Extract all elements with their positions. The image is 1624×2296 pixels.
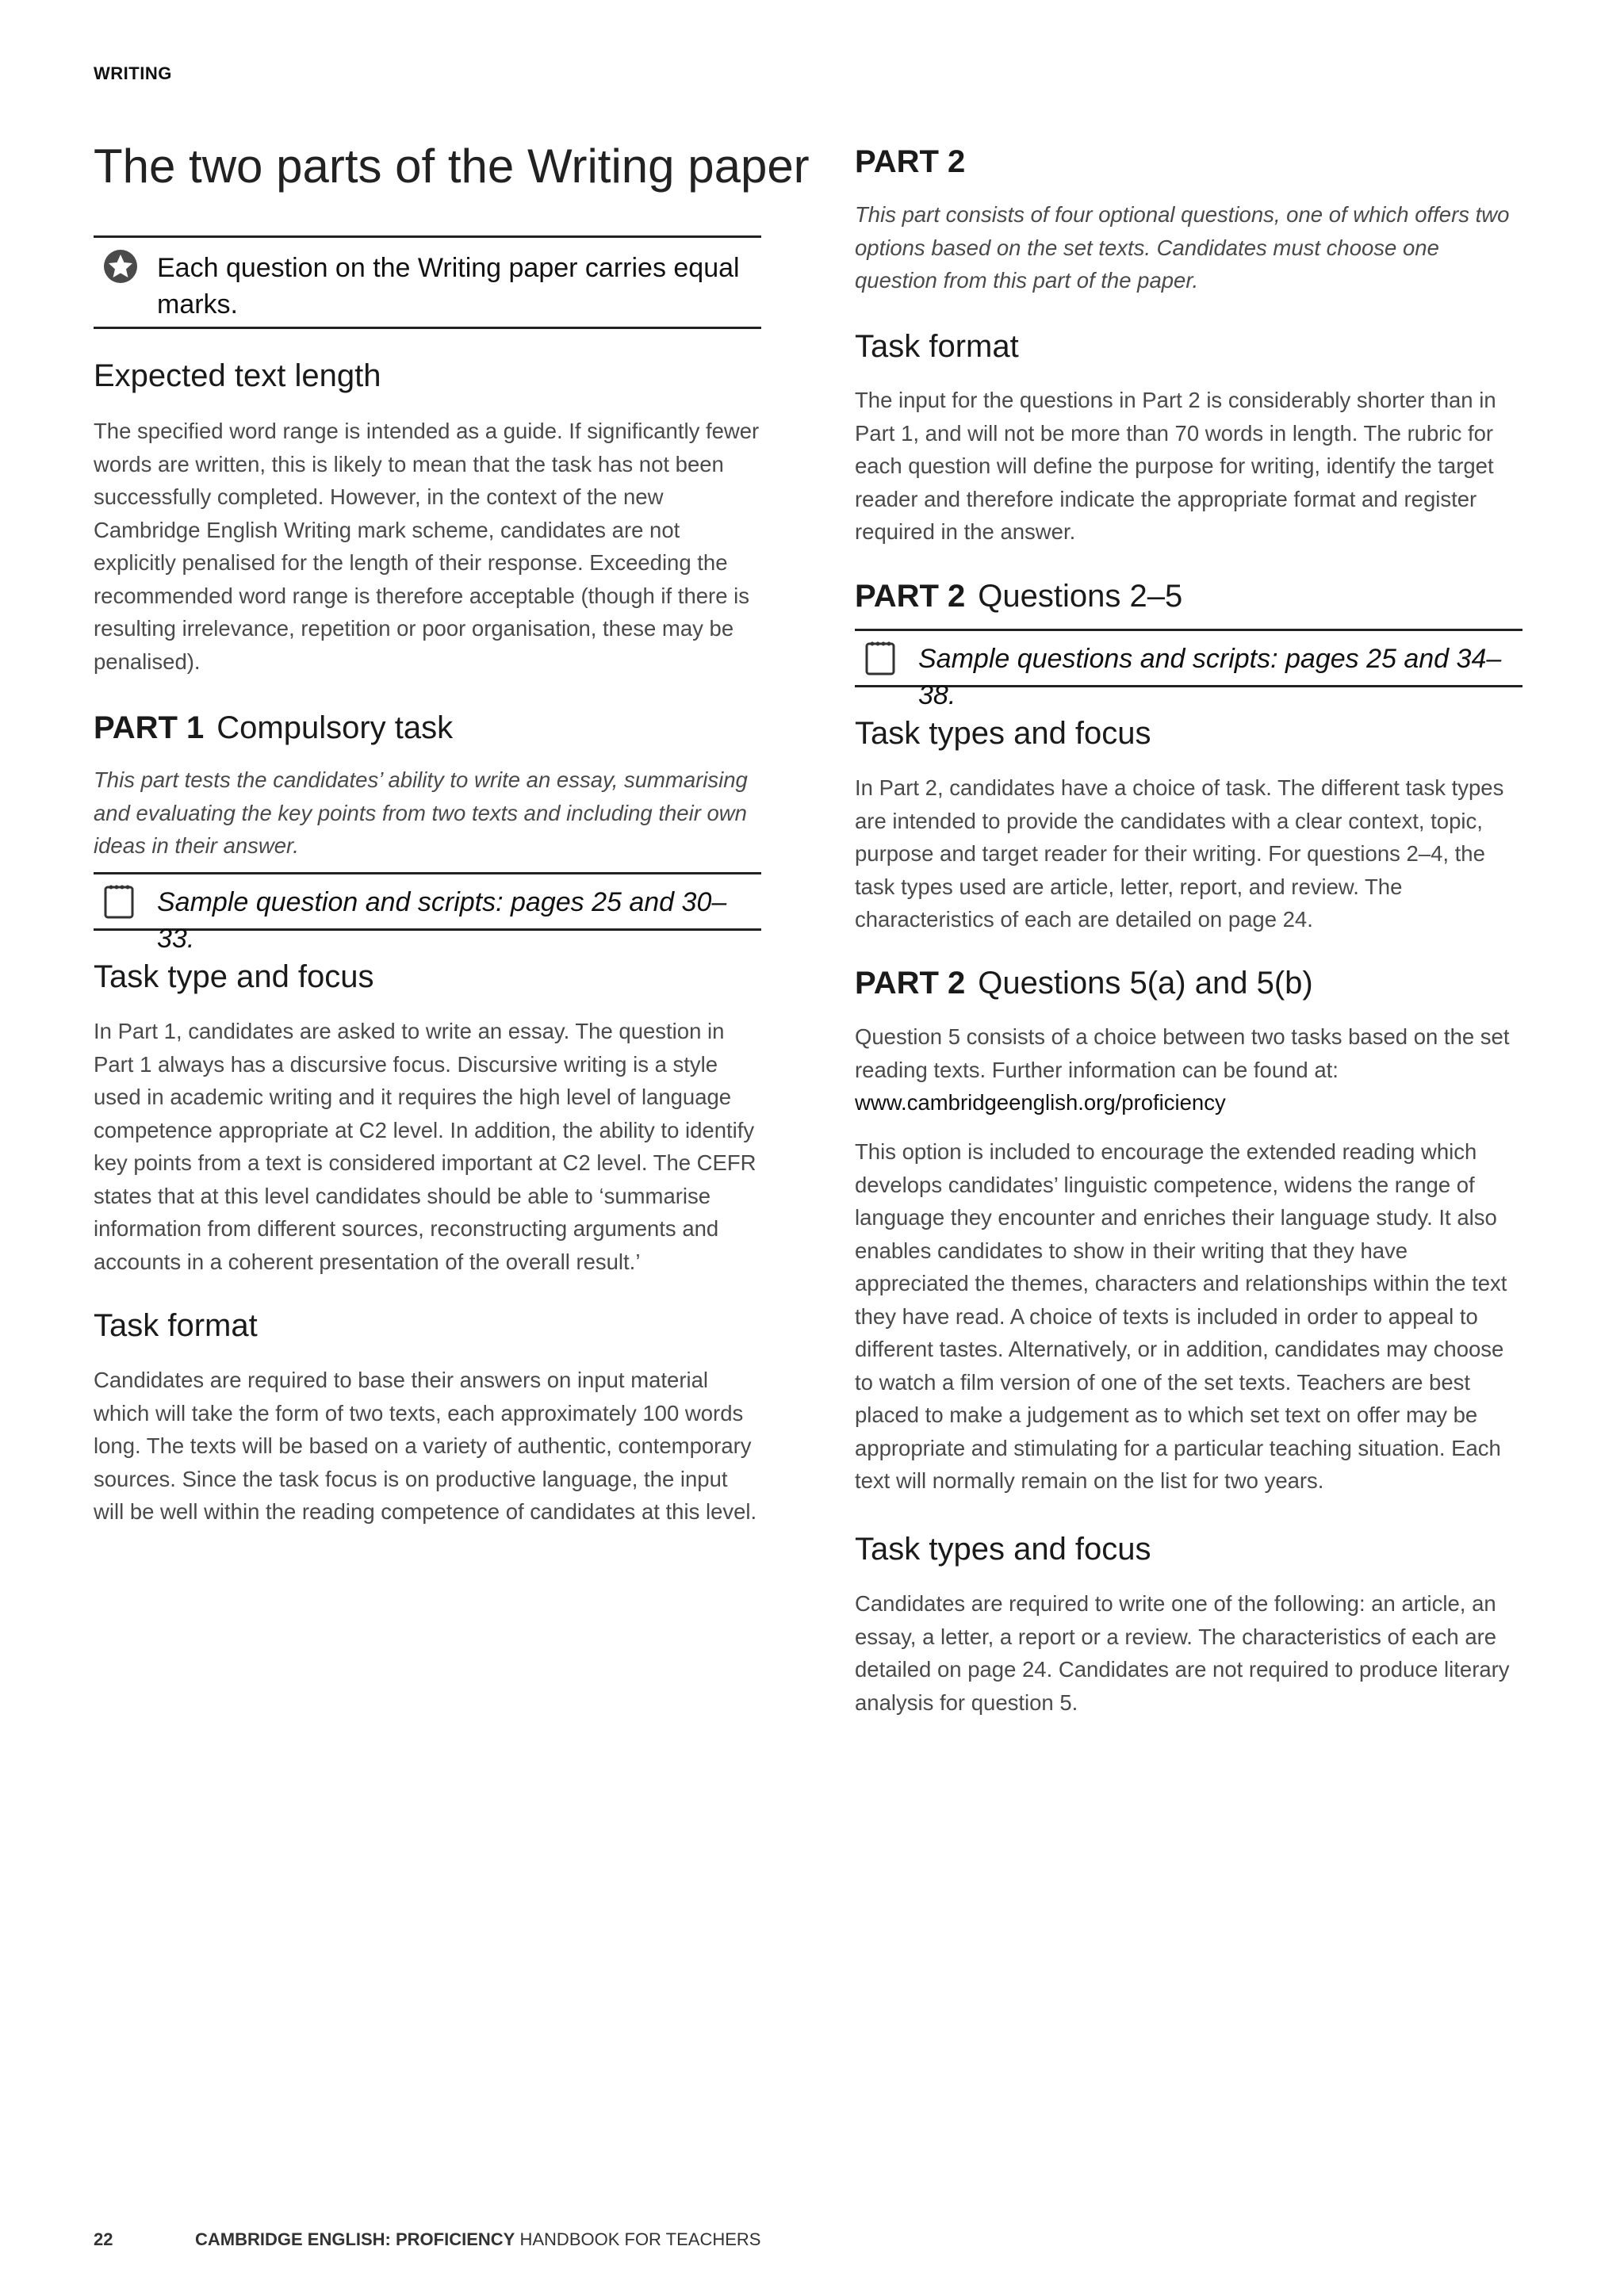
part2-sample-box xyxy=(855,629,1522,710)
task-format-heading-right: Task format xyxy=(855,329,1019,364)
page-number: 22 xyxy=(94,2229,113,2249)
question-5-text-2: This option is included to encourage the extended reading which develops candidates’ linguistic competence, widens the range of language they encounter and enriches their language study. It also enables candidates to show in their writing that they have appreciated the themes, characters and relationships within the text they have read. A choice of texts is included in order to appeal to different tastes. Alternatively, or in addition, candidates may choose to watch a film version of one of the set texts. Teachers are best placed to make a judgement as to which set text on offer may be appropriate and stimulating for a particular teaching situation. Each text will normally remain on the list for two years. xyxy=(855,1139,1507,1493)
questions-2-5-heading xyxy=(855,579,1182,614)
task-types-text-2: Candidates are required to write one of the following: an article, an essay, a letter, a report or a review. The characteristics of each are detailed on page 24. Candidates are not required to produce literary analysis for question 5. xyxy=(855,1591,1510,1715)
questions-5-heading xyxy=(855,966,1313,1001)
task-types-heading-1: Task types and focus xyxy=(855,716,1151,751)
questions-2-5-label: PART 2 xyxy=(855,579,966,614)
expected-length-text: The specified word range is intended as a guide. If significantly fewer words are written, this is likely to mean that the task has not been successfully completed. However, in the context of the new Cambridge English Writing mark scheme, candidates are not explicitly penalised for the length of their response. Exceeding the recommended word range is therefore acceptable (though if there is resulting irrelevance, repetition or poor organisation, these may be penalised). xyxy=(94,419,760,674)
part1-sample-box xyxy=(94,872,761,954)
notepad-icon xyxy=(103,882,135,920)
task-type-heading: Task type and focus xyxy=(94,959,374,994)
task-types-text-1: In Part 2, candidates have a choice of task. The different task types are intended to provide the candidates with a clear context, topic, purpose and target reader for their writing. For questions 2–4, the task types used are article, letter, report, and review. The characteristics of each are detailed on page 24. xyxy=(855,775,1504,932)
part2-sample-text: Sample questions and scripts: pages 25 and 34–38. xyxy=(918,644,1502,710)
part2-intro: This part consists of four optional questions, one of which offers two options based on the set texts. Candidates must choose one question from this part of the paper. xyxy=(855,202,1510,293)
equal-marks-notice xyxy=(94,235,761,329)
notice-text: Each question on the Writing paper carries equal marks. xyxy=(157,253,740,320)
page-title: The two parts of the Writing paper xyxy=(94,140,810,193)
proficiency-link[interactable]: www.cambridgeenglish.org/proficiency xyxy=(855,1090,1226,1115)
question-5-description: Question 5 consists of a choice between two tasks based on the set reading texts. Further information can be found at: xyxy=(855,1024,1510,1082)
task-format-text-right: The input for the questions in Part 2 is considerably shorter than in Part 1, and will not be more than 70 words in length. The rubric for each question will define the purpose for writing, identify the target reader and therefore indicate the appropriate format and register required in the answer. xyxy=(855,388,1496,544)
footer-subtitle: HANDBOOK FOR TEACHERS xyxy=(519,2229,761,2249)
notepad-icon xyxy=(864,639,896,677)
question-5-text xyxy=(855,1020,1522,1119)
page-footer xyxy=(94,2229,760,2250)
task-format-heading-left: Task format xyxy=(94,1308,258,1343)
part1-intro: This part tests the candidates’ ability to write an essay, summarising and evaluating the key points from two texts and including their own ideas in their answer. xyxy=(94,767,748,858)
footer-brand: CAMBRIDGE ENGLISH: PROFICIENCY xyxy=(195,2229,515,2249)
questions-2-5-title: Questions 2–5 xyxy=(978,579,1183,614)
part1-heading xyxy=(94,710,453,746)
part2-heading xyxy=(855,144,978,180)
task-format-text-left: Candidates are required to base their answers on input material which will take the form of two texts, each approximately 100 words long. The texts will be based on a variety of authentic, contemporary sources. Since the task focus is on productive language, the input will be well within the reading competence of candidates at this level. xyxy=(94,1368,757,1524)
part1-sample-text: Sample question and scripts: pages 25 and 30–33. xyxy=(157,887,727,954)
running-head: WRITING xyxy=(94,63,172,83)
expected-length-heading: Expected text length xyxy=(94,358,381,393)
task-types-heading-2: Task types and focus xyxy=(855,1532,1151,1567)
star-badge-icon xyxy=(103,249,138,284)
part1-title: Compulsory task xyxy=(216,710,454,745)
task-type-text: In Part 1, candidates are asked to write an essay. The question in Part 1 always has a discursive focus. Discursive writing is a style used in academic writing and it requires the high level of language competence appropriate at C2 level. In addition, the ability to identify key points from a text is considered important at C2 level. The CEFR states that at this level candidates should be able to ‘summarise information from different sources, reconstructing arguments and accounts in a coherent presentation of the overall result.’ xyxy=(94,1019,756,1274)
questions-5-title: Questions 5(a) and 5(b) xyxy=(978,966,1313,1001)
part2-label: PART 2 xyxy=(855,144,966,179)
questions-5-label: PART 2 xyxy=(855,966,966,1001)
part1-label: PART 1 xyxy=(94,710,205,745)
